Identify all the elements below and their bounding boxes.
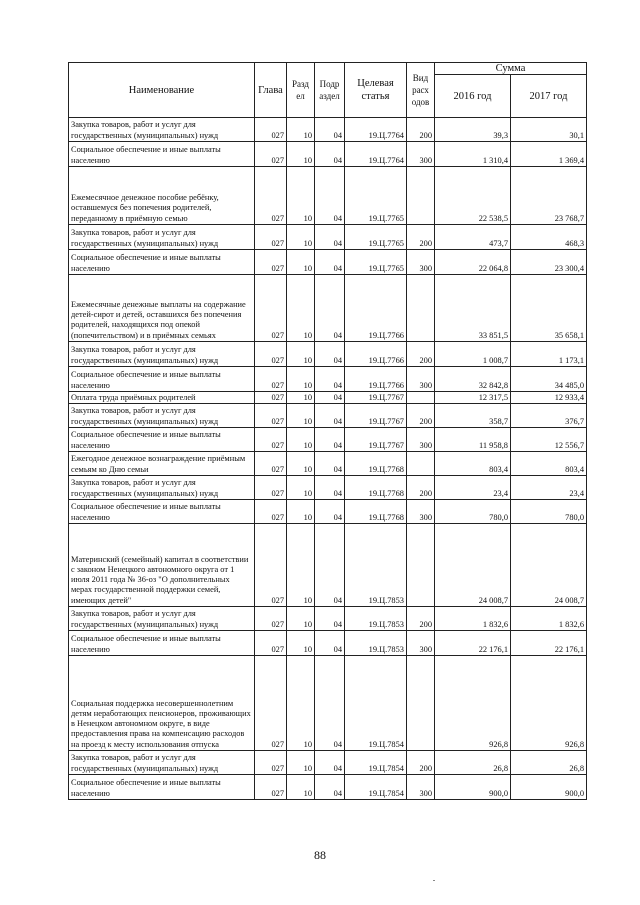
cell-podrazdel: 04 bbox=[315, 404, 345, 428]
cell-podrazdel: 04 bbox=[315, 631, 345, 656]
cell-vid: 200 bbox=[407, 225, 435, 250]
cell-podrazdel: 04 bbox=[315, 275, 345, 342]
cell-y2017: 34 485,0 bbox=[511, 367, 587, 392]
cell-name: Закупка товаров, работ и услуг для государственных (муниципальных) нужд bbox=[69, 476, 255, 500]
cell-razdel: 10 bbox=[287, 142, 315, 167]
cell-razdel: 10 bbox=[287, 428, 315, 452]
cell-name: Закупка товаров, работ и услуг для государственных (муниципальных) нужд bbox=[69, 607, 255, 631]
cell-y2017: 12 556,7 bbox=[511, 428, 587, 452]
cell-podrazdel: 04 bbox=[315, 751, 345, 775]
table-row bbox=[69, 452, 587, 476]
cell-podrazdel: 04 bbox=[315, 342, 345, 367]
cell-glava: 027 bbox=[255, 167, 287, 225]
cell-y2016: 39,3 bbox=[435, 118, 511, 142]
cell-target: 19.Ц.7767 bbox=[345, 392, 407, 404]
table-row bbox=[69, 392, 587, 404]
cell-target: 19.Ц.7853 bbox=[345, 607, 407, 631]
cell-razdel: 10 bbox=[287, 118, 315, 142]
table-row bbox=[69, 342, 587, 367]
cell-podrazdel: 04 bbox=[315, 524, 345, 607]
cell-podrazdel: 04 bbox=[315, 367, 345, 392]
cell-y2017: 803,4 bbox=[511, 452, 587, 476]
cell-name: Ежегодное денежное вознаграждение приёмным семьям ко Дню семьи bbox=[69, 452, 255, 476]
cell-name: Социальное обеспечение и иные выплаты населению bbox=[69, 250, 255, 275]
header-name: Наименование bbox=[69, 63, 255, 118]
cell-name: Социальное обеспечение и иные выплаты населению bbox=[69, 500, 255, 524]
cell-target: 19.Ц.7854 bbox=[345, 751, 407, 775]
cell-y2016: 1 008,7 bbox=[435, 342, 511, 367]
cell-name: Ежемесячные денежные выплаты на содержание детей-сирот и детей, оставшихся без попечения родителей, находящихся под опекой (попечительством) и в приёмных семьях bbox=[69, 275, 255, 342]
header-podrazdel: Подр аздел bbox=[315, 63, 345, 118]
cell-podrazdel: 04 bbox=[315, 142, 345, 167]
cell-razdel: 10 bbox=[287, 476, 315, 500]
cell-vid: 200 bbox=[407, 118, 435, 142]
cell-vid bbox=[407, 275, 435, 342]
cell-razdel: 10 bbox=[287, 656, 315, 751]
cell-vid bbox=[407, 392, 435, 404]
cell-vid bbox=[407, 656, 435, 751]
cell-glava: 027 bbox=[255, 524, 287, 607]
cell-name: Социальное обеспечение и иные выплаты населению bbox=[69, 367, 255, 392]
cell-y2016: 26,8 bbox=[435, 751, 511, 775]
cell-vid: 200 bbox=[407, 476, 435, 500]
cell-y2017: 1 369,4 bbox=[511, 142, 587, 167]
cell-y2016: 1 832,6 bbox=[435, 607, 511, 631]
cell-glava: 027 bbox=[255, 500, 287, 524]
cell-glava: 027 bbox=[255, 476, 287, 500]
scan-speck bbox=[433, 880, 435, 881]
cell-name: Закупка товаров, работ и услуг для государственных (муниципальных) нужд bbox=[69, 118, 255, 142]
cell-y2016: 926,8 bbox=[435, 656, 511, 751]
cell-podrazdel: 04 bbox=[315, 607, 345, 631]
cell-razdel: 10 bbox=[287, 404, 315, 428]
cell-razdel: 10 bbox=[287, 275, 315, 342]
table-row bbox=[69, 751, 587, 775]
table-row bbox=[69, 775, 587, 800]
cell-name: Закупка товаров, работ и услуг для государственных (муниципальных) нужд bbox=[69, 404, 255, 428]
cell-vid: 300 bbox=[407, 775, 435, 800]
cell-target: 19.Ц.7854 bbox=[345, 775, 407, 800]
cell-glava: 027 bbox=[255, 275, 287, 342]
cell-vid bbox=[407, 452, 435, 476]
cell-podrazdel: 04 bbox=[315, 392, 345, 404]
cell-name: Социальное обеспечение и иные выплаты населению bbox=[69, 142, 255, 167]
cell-y2017: 926,8 bbox=[511, 656, 587, 751]
cell-target: 19.Ц.7764 bbox=[345, 142, 407, 167]
cell-glava: 027 bbox=[255, 250, 287, 275]
cell-name: Социальное обеспечение и иные выплаты населению bbox=[69, 428, 255, 452]
cell-y2017: 12 933,4 bbox=[511, 392, 587, 404]
cell-y2017: 35 658,1 bbox=[511, 275, 587, 342]
table-row bbox=[69, 118, 587, 142]
cell-vid: 300 bbox=[407, 631, 435, 656]
cell-vid: 200 bbox=[407, 404, 435, 428]
cell-podrazdel: 04 bbox=[315, 500, 345, 524]
cell-target: 19.Ц.7853 bbox=[345, 631, 407, 656]
cell-name: Социальная поддержка несовершеннолетним детям неработающих пенсионеров, проживающих в Ненецком автономном округе, в виде предоставления права на компенсацию расходов на проезд к месту использования отпуска bbox=[69, 656, 255, 751]
cell-vid bbox=[407, 167, 435, 225]
cell-podrazdel: 04 bbox=[315, 167, 345, 225]
header-2016: 2016 год bbox=[435, 75, 511, 118]
cell-razdel: 10 bbox=[287, 751, 315, 775]
cell-y2017: 24 008,7 bbox=[511, 524, 587, 607]
cell-name: Оплата труда приёмных родителей bbox=[69, 392, 255, 404]
cell-razdel: 10 bbox=[287, 250, 315, 275]
cell-name: Ежемесячное денежное пособие ребёнку, оставшемуся без попечения родителей, переданному в приёмную семью bbox=[69, 167, 255, 225]
header-2017: 2017 год bbox=[511, 75, 587, 118]
cell-vid bbox=[407, 524, 435, 607]
cell-target: 19.Ц.7768 bbox=[345, 476, 407, 500]
cell-razdel: 10 bbox=[287, 631, 315, 656]
cell-glava: 027 bbox=[255, 631, 287, 656]
cell-vid: 300 bbox=[407, 367, 435, 392]
cell-target: 19.Ц.7765 bbox=[345, 225, 407, 250]
cell-target: 19.Ц.7768 bbox=[345, 452, 407, 476]
cell-podrazdel: 04 bbox=[315, 452, 345, 476]
table-row bbox=[69, 631, 587, 656]
cell-razdel: 10 bbox=[287, 225, 315, 250]
cell-name: Социальное обеспечение и иные выплаты населению bbox=[69, 631, 255, 656]
cell-podrazdel: 04 bbox=[315, 775, 345, 800]
table-row bbox=[69, 367, 587, 392]
cell-razdel: 10 bbox=[287, 392, 315, 404]
cell-vid: 200 bbox=[407, 751, 435, 775]
cell-y2017: 23 300,4 bbox=[511, 250, 587, 275]
cell-glava: 027 bbox=[255, 392, 287, 404]
cell-y2017: 26,8 bbox=[511, 751, 587, 775]
cell-name: Закупка товаров, работ и услуг для государственных (муниципальных) нужд bbox=[69, 751, 255, 775]
cell-glava: 027 bbox=[255, 607, 287, 631]
cell-target: 19.Ц.7767 bbox=[345, 404, 407, 428]
cell-y2016: 1 310,4 bbox=[435, 142, 511, 167]
cell-glava: 027 bbox=[255, 775, 287, 800]
cell-target: 19.Ц.7766 bbox=[345, 367, 407, 392]
header-summa: Сумма bbox=[435, 63, 587, 75]
cell-y2016: 24 008,7 bbox=[435, 524, 511, 607]
cell-y2016: 22 538,5 bbox=[435, 167, 511, 225]
cell-y2016: 473,7 bbox=[435, 225, 511, 250]
cell-y2017: 780,0 bbox=[511, 500, 587, 524]
cell-glava: 027 bbox=[255, 751, 287, 775]
cell-target: 19.Ц.7765 bbox=[345, 250, 407, 275]
cell-glava: 027 bbox=[255, 428, 287, 452]
table-row bbox=[69, 524, 587, 607]
table-row bbox=[69, 275, 587, 342]
table-row bbox=[69, 142, 587, 167]
cell-podrazdel: 04 bbox=[315, 476, 345, 500]
table-row bbox=[69, 167, 587, 225]
cell-vid: 300 bbox=[407, 500, 435, 524]
cell-name: Закупка товаров, работ и услуг для государственных (муниципальных) нужд bbox=[69, 225, 255, 250]
cell-razdel: 10 bbox=[287, 607, 315, 631]
cell-vid: 300 bbox=[407, 428, 435, 452]
cell-vid: 300 bbox=[407, 142, 435, 167]
cell-target: 19.Ц.7765 bbox=[345, 167, 407, 225]
cell-target: 19.Ц.7766 bbox=[345, 342, 407, 367]
cell-y2017: 30,1 bbox=[511, 118, 587, 142]
cell-target: 19.Ц.7854 bbox=[345, 656, 407, 751]
cell-podrazdel: 04 bbox=[315, 656, 345, 751]
cell-y2016: 22 064,8 bbox=[435, 250, 511, 275]
header-target: Целевая статья bbox=[345, 63, 407, 118]
cell-razdel: 10 bbox=[287, 500, 315, 524]
table-row bbox=[69, 656, 587, 751]
cell-glava: 027 bbox=[255, 142, 287, 167]
cell-y2017: 900,0 bbox=[511, 775, 587, 800]
header-razdel: Разд ел bbox=[287, 63, 315, 118]
cell-y2016: 23,4 bbox=[435, 476, 511, 500]
table-row bbox=[69, 250, 587, 275]
table-row bbox=[69, 428, 587, 452]
cell-name: Закупка товаров, работ и услуг для государственных (муниципальных) нужд bbox=[69, 342, 255, 367]
cell-y2016: 12 317,5 bbox=[435, 392, 511, 404]
cell-name: Материнский (семейный) капитал в соответствии с законом Ненецкого автономного округа от 1 июля 2011 года № 36-оз "О дополнительных мерах государственной поддержки семей, имеющих детей" bbox=[69, 524, 255, 607]
cell-target: 19.Ц.7853 bbox=[345, 524, 407, 607]
cell-y2016: 32 842,8 bbox=[435, 367, 511, 392]
cell-target: 19.Ц.7764 bbox=[345, 118, 407, 142]
cell-y2016: 900,0 bbox=[435, 775, 511, 800]
cell-name: Социальное обеспечение и иные выплаты населению bbox=[69, 775, 255, 800]
cell-razdel: 10 bbox=[287, 367, 315, 392]
cell-podrazdel: 04 bbox=[315, 428, 345, 452]
cell-glava: 027 bbox=[255, 404, 287, 428]
cell-razdel: 10 bbox=[287, 452, 315, 476]
cell-glava: 027 bbox=[255, 452, 287, 476]
cell-y2016: 803,4 bbox=[435, 452, 511, 476]
table-row bbox=[69, 225, 587, 250]
cell-y2016: 11 958,8 bbox=[435, 428, 511, 452]
cell-glava: 027 bbox=[255, 342, 287, 367]
cell-podrazdel: 04 bbox=[315, 250, 345, 275]
cell-y2017: 22 176,1 bbox=[511, 631, 587, 656]
table-row bbox=[69, 500, 587, 524]
cell-y2016: 33 851,5 bbox=[435, 275, 511, 342]
cell-vid: 300 bbox=[407, 250, 435, 275]
cell-podrazdel: 04 bbox=[315, 118, 345, 142]
cell-vid: 200 bbox=[407, 342, 435, 367]
cell-y2017: 468,3 bbox=[511, 225, 587, 250]
table-row bbox=[69, 404, 587, 428]
page-number: 88 bbox=[314, 848, 326, 862]
header-glava: Глава bbox=[255, 63, 287, 118]
cell-y2017: 1 832,6 bbox=[511, 607, 587, 631]
table-row bbox=[69, 476, 587, 500]
cell-razdel: 10 bbox=[287, 167, 315, 225]
cell-razdel: 10 bbox=[287, 524, 315, 607]
cell-y2017: 23,4 bbox=[511, 476, 587, 500]
cell-podrazdel: 04 bbox=[315, 225, 345, 250]
cell-y2017: 23 768,7 bbox=[511, 167, 587, 225]
cell-target: 19.Ц.7766 bbox=[345, 275, 407, 342]
cell-vid: 200 bbox=[407, 607, 435, 631]
cell-y2016: 780,0 bbox=[435, 500, 511, 524]
cell-glava: 027 bbox=[255, 367, 287, 392]
budget-table bbox=[68, 62, 587, 800]
cell-target: 19.Ц.7768 bbox=[345, 500, 407, 524]
cell-target: 19.Ц.7767 bbox=[345, 428, 407, 452]
cell-y2016: 22 176,1 bbox=[435, 631, 511, 656]
cell-y2017: 376,7 bbox=[511, 404, 587, 428]
cell-glava: 027 bbox=[255, 225, 287, 250]
cell-razdel: 10 bbox=[287, 342, 315, 367]
cell-glava: 027 bbox=[255, 118, 287, 142]
cell-y2016: 358,7 bbox=[435, 404, 511, 428]
table-body bbox=[69, 118, 587, 800]
cell-y2017: 1 173,1 bbox=[511, 342, 587, 367]
table-row bbox=[69, 607, 587, 631]
cell-glava: 027 bbox=[255, 656, 287, 751]
cell-razdel: 10 bbox=[287, 775, 315, 800]
header-vid: Вид расх одов bbox=[407, 63, 435, 118]
